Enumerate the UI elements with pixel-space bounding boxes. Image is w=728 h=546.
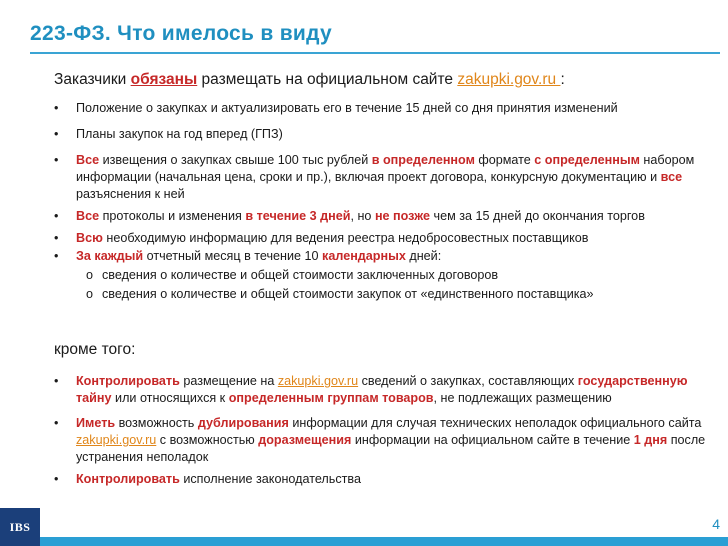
item-text: после устранения неполадок — [76, 433, 706, 464]
item-text: информации для случая технических неполадок официального сайта — [288, 416, 702, 430]
item-text: протоколы и изменения — [99, 209, 246, 223]
sub-list-item — [54, 285, 714, 304]
item-text: дней: — [405, 249, 442, 263]
item-emphasis: определенным группам товаров — [228, 391, 434, 405]
intro-text: размещать на официальном сайте — [197, 71, 458, 88]
bullet-icon: • — [54, 127, 59, 141]
list-item — [54, 230, 714, 247]
item-text: сведения о количестве и общей стоимости заключенных договоров — [102, 268, 499, 282]
item-text: сведения о количестве и общей стоимости закупок от «единственного поставщика» — [102, 287, 594, 301]
intro-text: Заказчики — [54, 71, 131, 88]
page-number: 4 — [712, 516, 720, 532]
item-text: с возможностью — [156, 433, 259, 447]
bullet-icon: • — [54, 472, 59, 486]
item-text: Положение о закупках и актуализировать его в течение 15 дней со дня принятия изменений — [76, 101, 618, 115]
item-text: чем за 15 дней до окончания торгов — [430, 209, 645, 223]
section-heading: кроме того: — [54, 341, 136, 358]
title-divider — [30, 52, 720, 54]
item-text: возможность — [115, 416, 198, 430]
intro-must: обязаны — [130, 71, 198, 88]
bullet-icon: • — [54, 153, 59, 167]
item-text: размещение на — [179, 374, 278, 388]
item-text: , не подлежащих размещению — [433, 391, 612, 405]
list-item — [54, 471, 714, 488]
item-text: необходимую информацию для ведения реестра недобросовестных поставщиков — [102, 231, 589, 245]
item-text: информации на официальном сайте в течение — [351, 433, 634, 447]
item-text: сведений о закупках, составляющих — [358, 374, 578, 388]
item-text: извещения о закупках свыше 100 тыс рублей — [99, 153, 372, 167]
item-emphasis: с определенным — [534, 153, 640, 167]
list-item — [54, 208, 714, 225]
zakupki-link[interactable]: zakupki.gov.ru — [76, 433, 157, 447]
item-emphasis: не позже — [374, 209, 431, 223]
item-emphasis: календарных — [322, 249, 406, 263]
item-emphasis: дублирования — [197, 416, 289, 430]
bullet-icon: • — [54, 209, 59, 223]
ibs-logo: IBS — [0, 508, 40, 546]
item-emphasis: За каждый — [76, 249, 144, 263]
bullet-icon: • — [54, 101, 59, 115]
footer-bar — [40, 537, 728, 546]
item-emphasis: доразмещения — [258, 433, 352, 447]
duties-list — [54, 100, 714, 304]
list-item — [54, 373, 714, 407]
item-emphasis: все — [660, 170, 683, 184]
intro-text: : — [560, 71, 565, 88]
item-emphasis: Контролировать — [76, 472, 180, 486]
item-text: формате — [474, 153, 535, 167]
item-emphasis: 1 дня — [633, 433, 668, 447]
item-emphasis: Иметь — [76, 416, 116, 430]
zakupki-link[interactable]: zakupki.gov.ru — [457, 71, 561, 88]
item-text: отчетный месяц в течение 10 — [143, 249, 323, 263]
list-item — [54, 248, 714, 265]
list-item — [54, 152, 714, 203]
slide-title: 223-ФЗ. Что имелось в виду — [30, 22, 332, 45]
bullet-icon: • — [54, 374, 59, 388]
sub-bullet-icon: o — [86, 268, 94, 282]
sub-bullet-icon: o — [86, 287, 94, 301]
item-text: или относящихся к — [111, 391, 229, 405]
extra-duties-list — [54, 373, 714, 493]
item-emphasis: в определенном — [371, 153, 475, 167]
item-emphasis: государственную тайну — [76, 374, 688, 405]
zakupki-link[interactable]: zakupki.gov.ru — [277, 374, 359, 388]
item-emphasis: Все — [76, 153, 100, 167]
item-text: набором информации (начальная цена, сроки и пр.), включая проект договора, конкурсную документацию и — [76, 153, 695, 184]
bullet-icon: • — [54, 416, 59, 430]
item-emphasis: Всю — [76, 231, 103, 245]
item-emphasis: Контролировать — [76, 374, 180, 388]
bullet-icon: • — [54, 231, 59, 245]
item-emphasis: в течение 3 дней — [245, 209, 351, 223]
list-item — [54, 415, 714, 466]
item-text: исполнение законодательства — [179, 472, 361, 486]
list-item — [54, 126, 714, 143]
item-text: Планы закупок на год вперед (ГПЗ) — [76, 127, 283, 141]
intro-line — [54, 71, 565, 89]
sub-list-item — [54, 266, 714, 285]
item-text: , но — [350, 209, 375, 223]
item-text: разъяснения к ней — [76, 187, 185, 201]
bullet-icon: • — [54, 249, 59, 263]
item-emphasis: Все — [76, 209, 100, 223]
list-item — [54, 100, 714, 117]
